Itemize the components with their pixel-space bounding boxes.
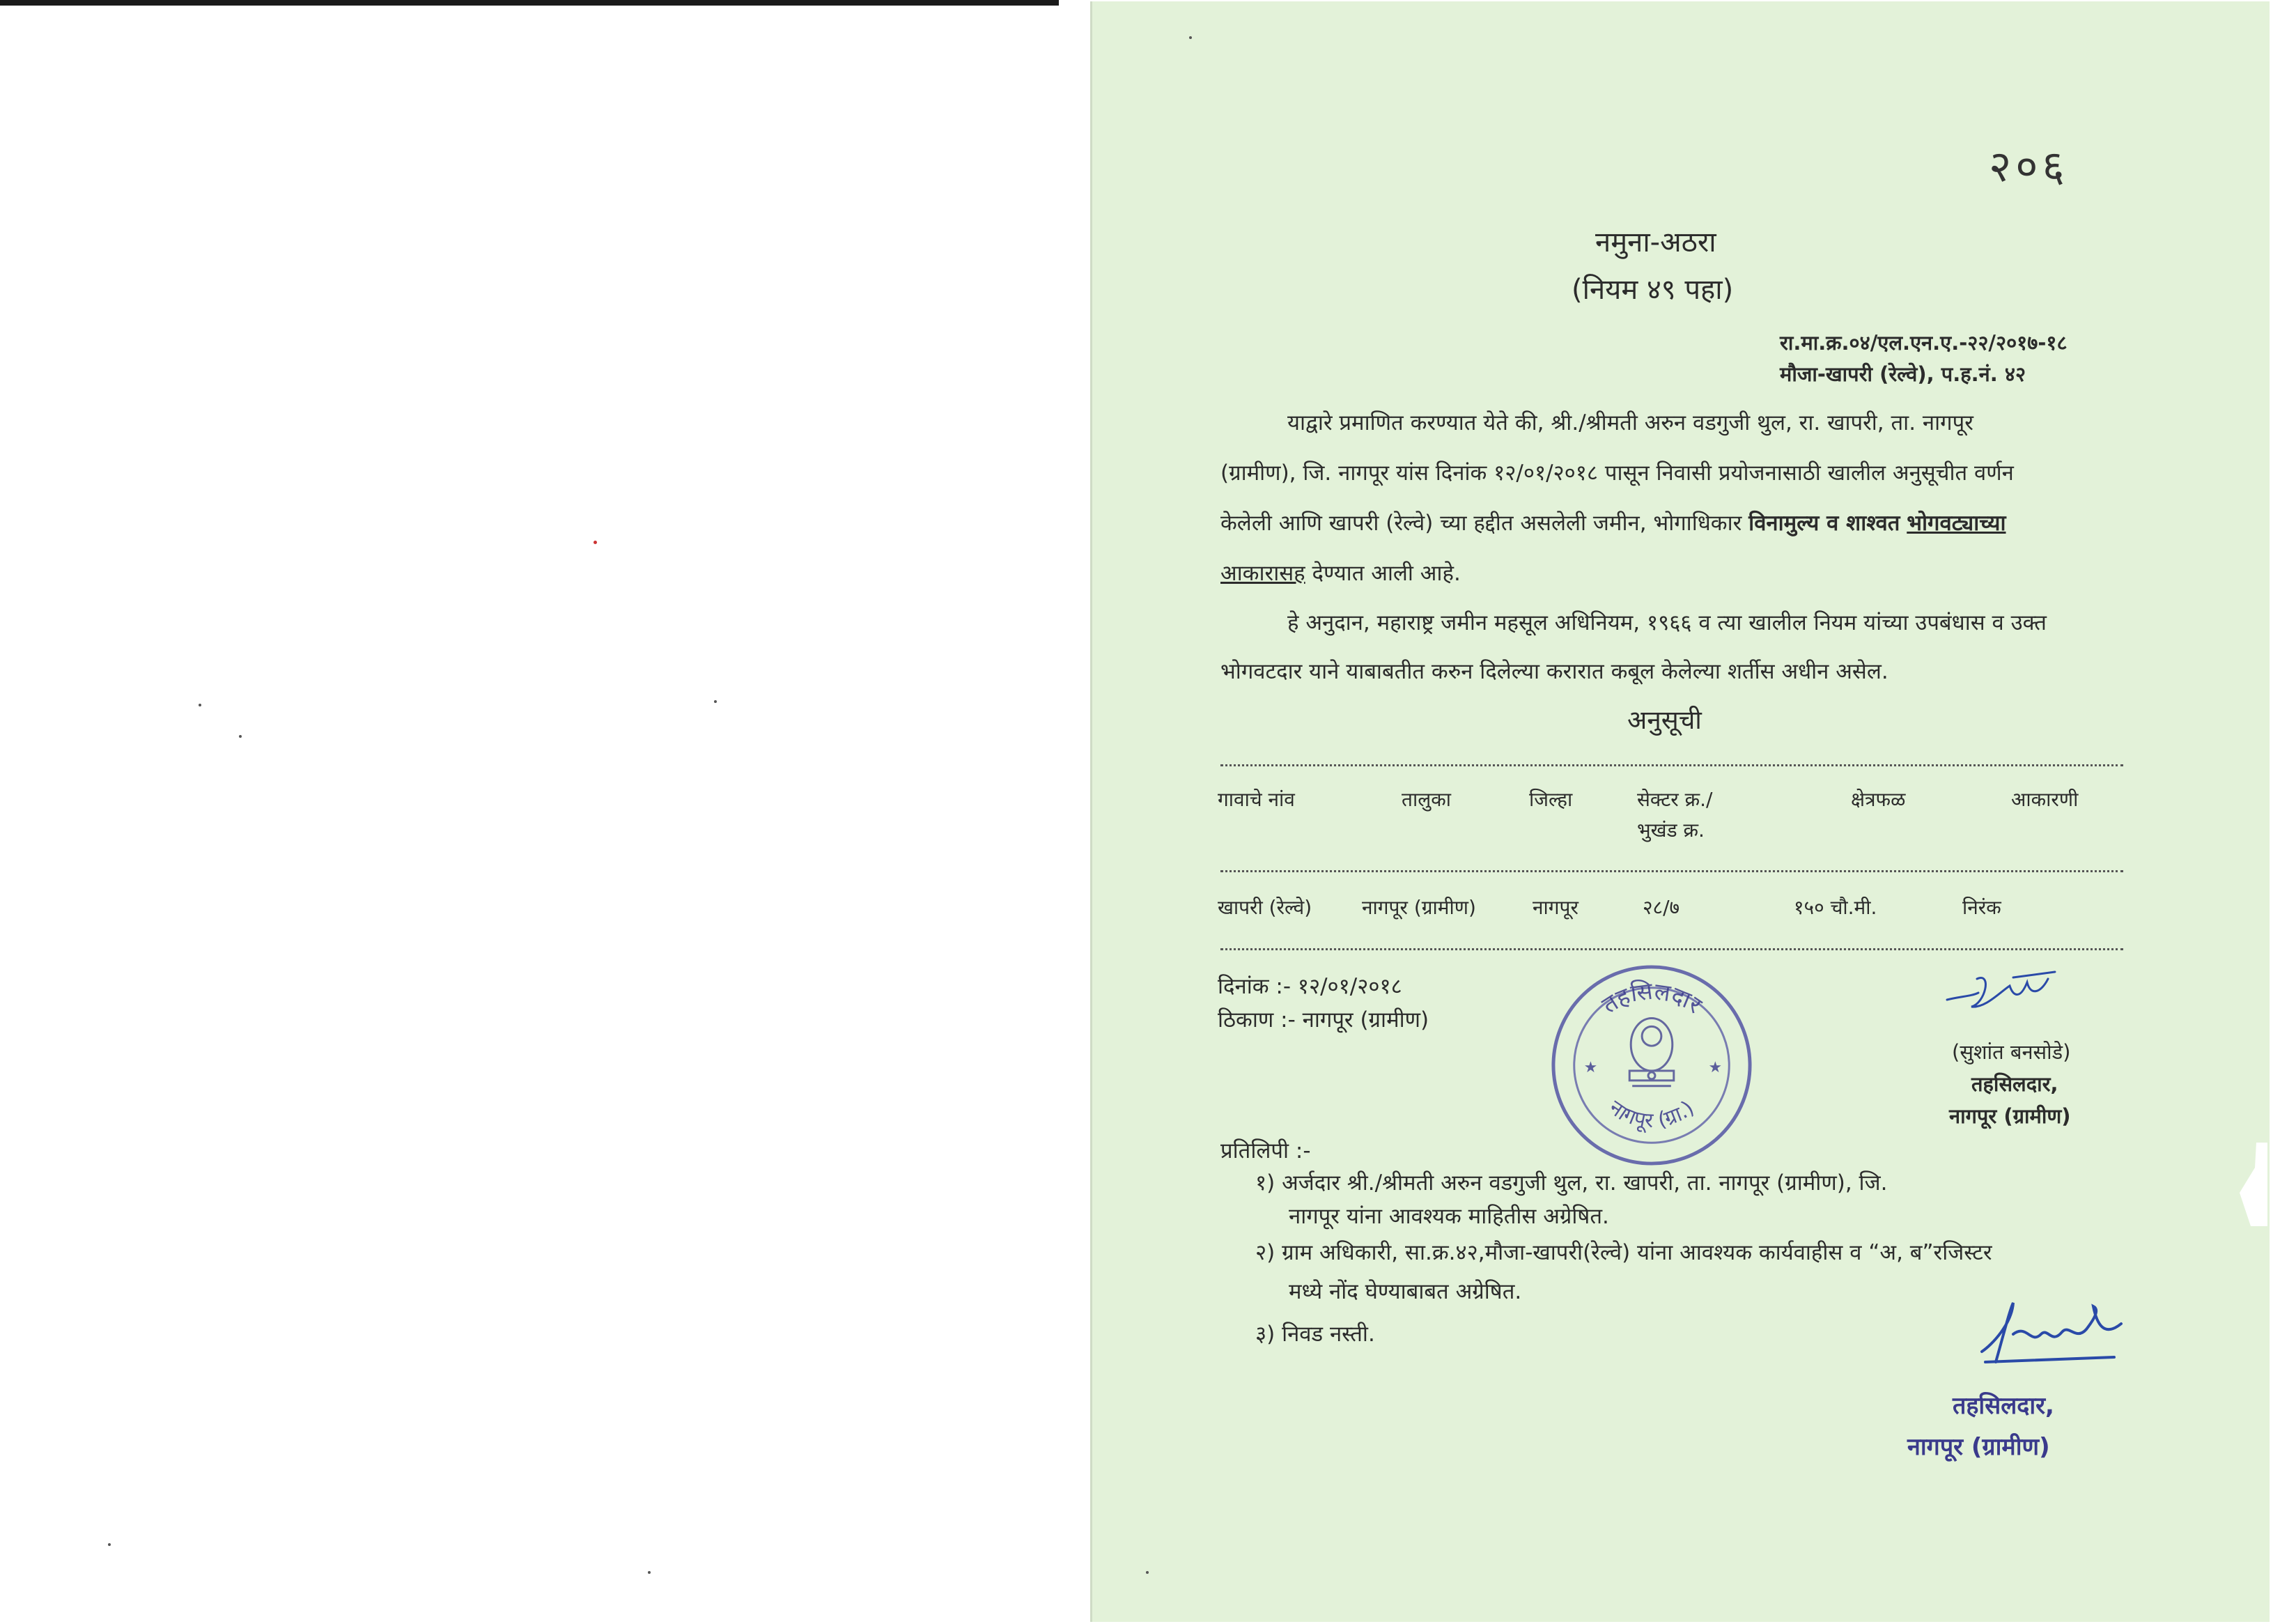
reference-number: रा.मा.क्र.०४/एल.एन.ए.-२२/२०१७-१८	[1780, 331, 2068, 355]
signatory-title: तहसिलदार,	[1971, 1072, 2058, 1096]
tahsildar-seal	[1548, 961, 1755, 1169]
col-village: गावाचे नांव	[1218, 788, 1295, 811]
para1-line4-text: देण्यात आली आहे.	[1305, 561, 1461, 586]
svg-text:★: ★	[1708, 1058, 1723, 1076]
emblem-icon	[1629, 1018, 1674, 1085]
form-rule: (नियम ४९ पहा)	[1572, 274, 1734, 306]
schedule-rule-mid	[1220, 870, 2123, 872]
col-assessment: आकारणी	[2011, 788, 2079, 811]
mouja-line: मौजा-खापरी (रेल्वे), प.ह.नं. ४२	[1780, 362, 2026, 386]
para2-line2: भोगवटदार याने याबाबतीत करुन दिलेल्या करारात कबूल केलेल्या शर्तीस अधीन असेल.	[1220, 659, 1888, 684]
para1-line4	[1220, 558, 1461, 587]
para2-line1: हे अनुदान, महाराष्ट्र जमीन महसूल अधिनियम, १९६६ व त्या खालील नियम यांच्या उपबंधास व उक्त	[1287, 610, 2047, 635]
svg-text:★: ★	[1583, 1058, 1598, 1076]
scan-speck	[648, 1571, 651, 1574]
para1-line3	[1220, 508, 2006, 537]
cell-village: खापरी (रेल्वे)	[1218, 896, 1312, 919]
para1-line3-text: केलेली आणि खापरी (रेल्वे) च्या हद्दीत असलेली जमीन, भोगाधिकार	[1220, 511, 1749, 536]
scan-speck	[239, 735, 242, 738]
scan-speck	[1189, 36, 1192, 39]
signatory-place: नागपूर (ग्रामीण)	[1949, 1104, 2071, 1128]
issue-date: दिनांक :- १२/०१/२०१८	[1218, 974, 1402, 999]
para1-line2: (ग्रामीण), जि. नागपूर यांस दिनांक १२/०१/२०१८ पासून निवासी प्रयोजनासाठी खालील अनुसूचीत वर्णन	[1220, 461, 2014, 486]
col-area: क्षेत्रफळ	[1851, 788, 1906, 811]
col-sector-2: भुखंड क्र.	[1637, 819, 1705, 842]
copy-item1-line1: १) अर्जदार श्री./श्रीमती अरुन वडगुजी थुल, रा. खापरी, ता. नागपूर (ग्रामीण), जि.	[1255, 1170, 1888, 1196]
copy-item2-line1: २) ग्राम अधिकारी, सा.क्र.४२,मौजा-खापरी(रेल्वे) यांना आवश्यक कार्यवाहीस व “अ, ब”रजिस्टर	[1255, 1240, 1992, 1265]
para1-line1: याद्वारे प्रमाणित करण्यात येते की, श्री./श्रीमती अरुन वडगुजी थुल, रा. खापरी, ता. नागपूर	[1287, 410, 1973, 435]
seal-top-text: तहसिलदार	[1597, 977, 1707, 1019]
para1-occupancy: भोगवट्याच्या	[1907, 511, 2006, 536]
scan-speck	[594, 541, 597, 544]
schedule-rule-bottom	[1220, 948, 2123, 950]
scan-speck	[199, 704, 201, 706]
col-district: जिल्हा	[1529, 788, 1573, 811]
handwritten-page-number: २०६	[1989, 141, 2069, 192]
para1-assessment: आकारासह	[1220, 561, 1305, 586]
cell-sector: २८/७	[1643, 896, 1680, 919]
seal-bottom-text: नागपूर (ग्रा.)	[1604, 1095, 1699, 1134]
para1-free-perpetual: विनामुल्य व शाश्वत	[1748, 511, 1900, 536]
cell-taluka: नागपूर (ग्रामीण)	[1362, 896, 1476, 919]
svg-text:तहसिलदार	[1597, 977, 1707, 1019]
issue-place: ठिकाण :- नागपूर (ग्रामीण)	[1218, 1007, 1429, 1033]
tahsildar-signature	[1944, 965, 2069, 1021]
copy-item2-line2: मध्ये नोंद घेण्याबाबत अग्रेषित.	[1289, 1279, 1522, 1304]
scan-speck	[714, 700, 717, 703]
bottom-stamp-title: तहसिलदार,	[1953, 1392, 2054, 1420]
cell-area: १५० चौ.मी.	[1794, 896, 1877, 919]
schedule-rule-top	[1220, 764, 2123, 766]
scan-top-edge	[0, 0, 1059, 6]
form-title: नमुना-अठरा	[1595, 226, 1716, 258]
scan-speck	[108, 1543, 111, 1546]
cell-assessment: निरंक	[1962, 896, 2001, 919]
signatory-name: (सुशांत बनसोडे)	[1952, 1040, 2071, 1064]
svg-text:नागपूर (ग्रा.)	[1604, 1095, 1698, 1134]
copy-item3: ३) निवड नस्ती.	[1255, 1322, 1375, 1347]
cell-district: नागपूर	[1533, 896, 1578, 919]
copies-heading: प्रतिलिपी :-	[1220, 1138, 1311, 1163]
col-taluka: तालुका	[1402, 788, 1451, 811]
second-signature	[1971, 1296, 2132, 1372]
schedule-heading: अनुसूची	[1627, 705, 1702, 735]
col-sector-1: सेक्टर क्र./	[1637, 788, 1713, 811]
copy-item1-line2: नागपूर यांना आवश्यक माहितीस अग्रेषित.	[1289, 1204, 1609, 1229]
scan-speck	[1146, 1571, 1149, 1574]
bottom-stamp-place: नागपूर (ग्रामीण)	[1907, 1433, 2050, 1461]
